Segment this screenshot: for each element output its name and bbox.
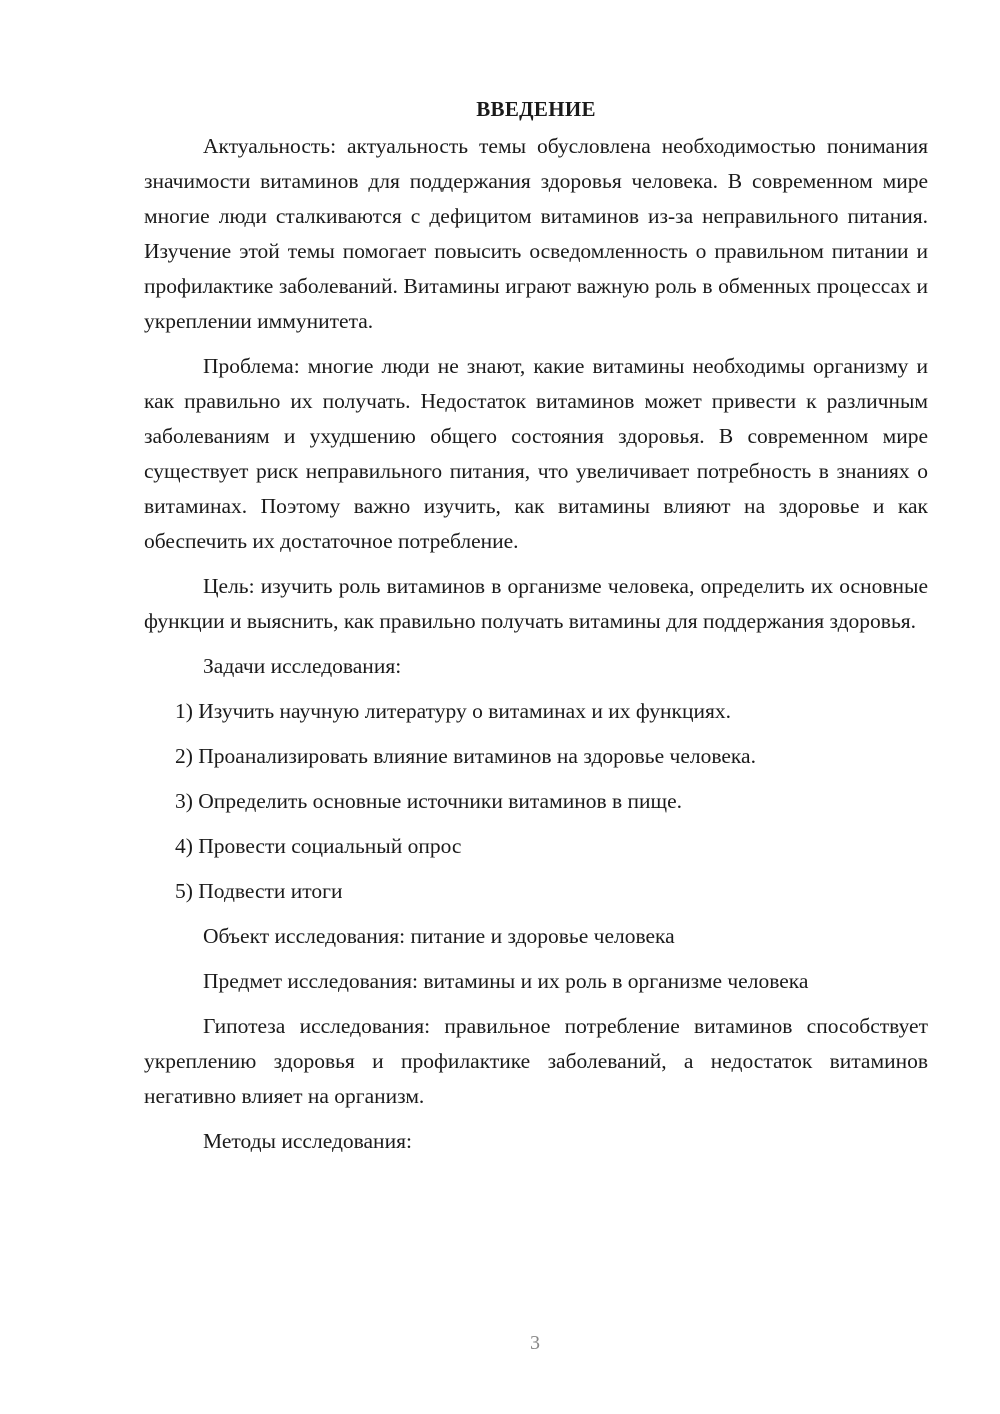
goal-paragraph: Цель: изучить роль витаминов в организме человека, определить их основные функции и выяснить, как правильно получать витамины для поддержания здоровья. — [144, 574, 928, 633]
problem-paragraph: Проблема: многие люди не знают, какие витамины необходимы организму и как правильно их получать. Недостаток витаминов может привести к различным заболеваниям и ухудшению общего состояния здоровья. В современном мире существует риск неправильного питания, что увеличивает потребность в знаниях о витаминах. Поэтому важно изучить, как витамины влияют на здоровье и как обеспечить их достаточное потребление. — [144, 354, 928, 553]
relevance-paragraph: Актуальность: актуальность темы обусловлена необходимостью понимания значимости витаминов для поддержания здоровья человека. В современном мире многие люди сталкиваются с дефицитом витаминов из-за неправильного питания. Изучение этой темы помогает повысить осведомленность о правильном питании и профилактике заболеваний. Витамины играют важную роль в обменных процессах и укреплении иммунитета. — [144, 134, 928, 333]
methods-heading: Методы исследования: — [203, 1129, 412, 1153]
research-object: Объект исследования: питание и здоровье человека — [203, 924, 675, 948]
document-page — [144, 92, 928, 1169]
tasks-list — [144, 694, 928, 909]
hypothesis-paragraph: Гипотеза исследования: правильное потребление витаминов способствует укреплению здоровья и профилактике заболеваний, а недостаток витаминов негативно влияет на организм. — [144, 1014, 928, 1108]
list-item: 4) Провести социальный опрос — [175, 834, 462, 858]
list-item: 1) Изучить научную литературу о витаминах и их функциях. — [175, 699, 731, 723]
page-number: 3 — [530, 1332, 540, 1354]
tasks-heading: Задачи исследования: — [203, 654, 402, 678]
research-subject: Предмет исследования: витамины и их роль в организме человека — [203, 969, 809, 993]
section-title: ВВЕДЕНИЕ — [476, 97, 596, 121]
list-item: 2) Проанализировать влияние витаминов на здоровье человека. — [175, 744, 756, 768]
list-item: 5) Подвести итоги — [175, 879, 343, 903]
list-item: 3) Определить основные источники витаминов в пище. — [175, 789, 682, 813]
